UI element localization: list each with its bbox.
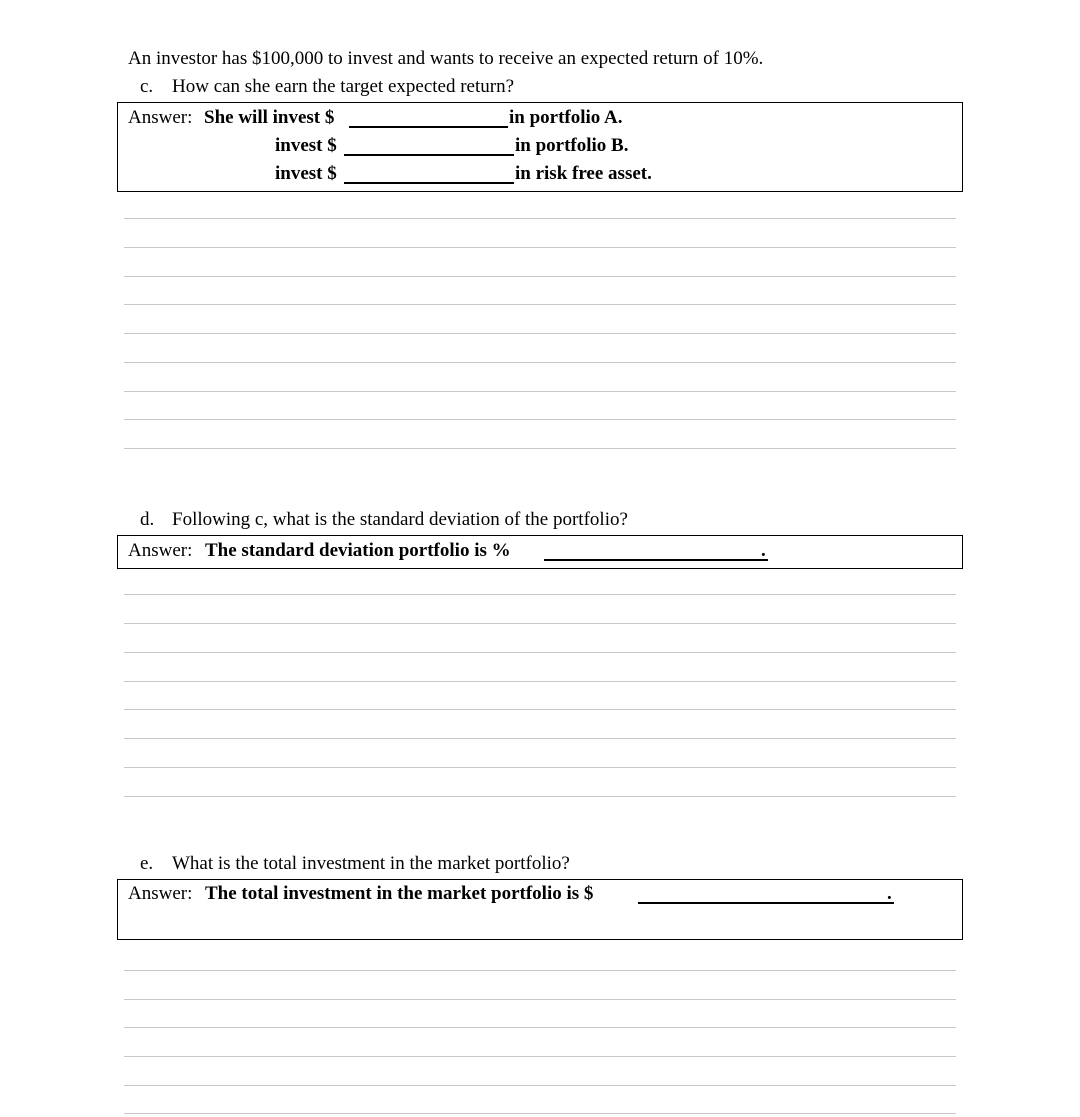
answer-c-line2-post: in portfolio B.: [515, 135, 629, 156]
writing-line: [124, 1056, 956, 1057]
writing-line: [124, 218, 956, 219]
answer-c-line1-post: in portfolio A.: [509, 107, 623, 128]
answer-c-line2-pre: invest $: [275, 135, 337, 156]
market-portfolio-blank[interactable]: [638, 902, 894, 904]
writing-line: [124, 767, 956, 768]
writing-line: [124, 276, 956, 277]
portfolio-b-amount-blank[interactable]: [344, 154, 514, 156]
writing-line: [124, 623, 956, 624]
writing-line: [124, 1027, 956, 1028]
writing-line: [124, 594, 956, 595]
question-d-text: Following c, what is the standard deviation of the portfolio?: [172, 509, 628, 530]
intro-text: An investor has $100,000 to invest and wants to receive an expected return of 10%.: [128, 48, 764, 69]
writing-line: [124, 362, 956, 363]
std-dev-blank[interactable]: [544, 559, 768, 561]
answer-e-end: .: [887, 883, 892, 904]
writing-line: [124, 970, 956, 971]
answer-e-statement: The total investment in the market portfolio is $: [205, 883, 594, 904]
writing-line: [124, 681, 956, 682]
writing-line: [124, 333, 956, 334]
answer-d-end: .: [761, 540, 766, 561]
question-e-letter: e.: [140, 853, 154, 874]
writing-line: [124, 391, 956, 392]
answer-e-label: Answer:: [128, 883, 193, 904]
writing-line: [124, 448, 956, 449]
portfolio-a-amount-blank[interactable]: [349, 126, 508, 128]
answer-c-line1-pre: She will invest $: [204, 107, 335, 128]
answer-c-label: Answer:: [128, 107, 193, 128]
answer-d-statement: The standard deviation portfolio is %: [205, 540, 511, 561]
writing-line: [124, 304, 956, 305]
answer-c-line3-pre: invest $: [275, 163, 337, 184]
writing-line: [124, 1113, 956, 1114]
writing-line: [124, 796, 956, 797]
question-c-text: How can she earn the target expected return?: [172, 76, 515, 97]
answer-c-line3-post: in risk free asset.: [515, 163, 652, 184]
question-e-text: What is the total investment in the market portfolio?: [172, 853, 570, 874]
writing-line: [124, 738, 956, 739]
question-d-letter: d.: [140, 509, 155, 530]
writing-line: [124, 999, 956, 1000]
risk-free-amount-blank[interactable]: [344, 182, 514, 184]
question-c-letter: c.: [140, 76, 154, 97]
answer-d-label: Answer:: [128, 540, 193, 561]
writing-line: [124, 419, 956, 420]
writing-line: [124, 247, 956, 248]
writing-line: [124, 1085, 956, 1086]
writing-line: [124, 652, 956, 653]
writing-line: [124, 709, 956, 710]
